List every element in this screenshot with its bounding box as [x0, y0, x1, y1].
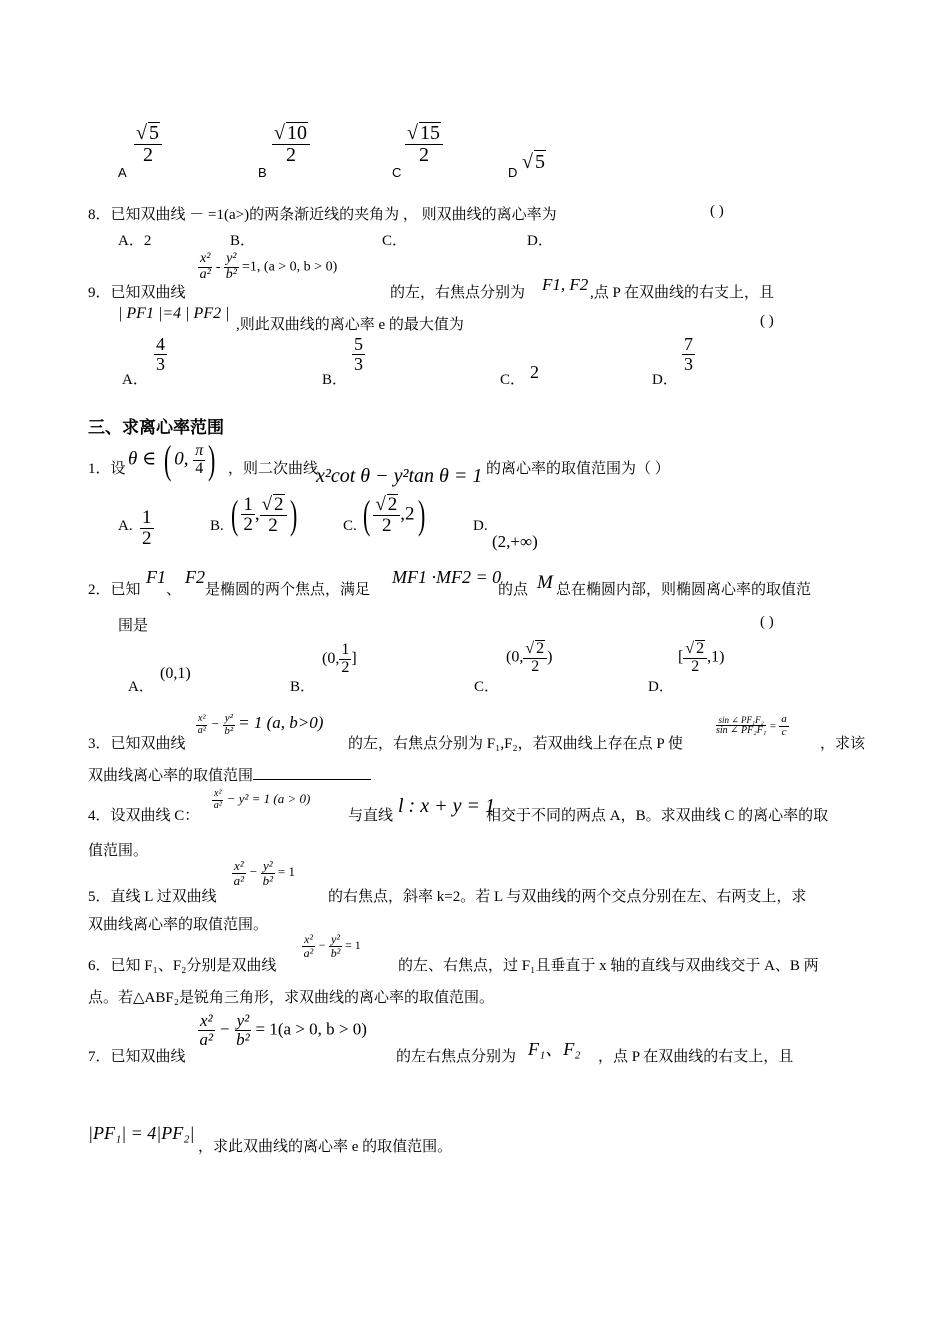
- q8-text: 8．已知双曲线 － =1(a>)的两条渐近线的夹角为 ， 则双曲线的离心率为: [88, 207, 557, 223]
- s2-line2: 围是: [118, 618, 149, 634]
- q9-answer-paren: ( ): [760, 313, 774, 329]
- q9-line2: ,则此双曲线的离心率 e 的最大值为: [236, 317, 464, 333]
- s4-line-eq: l : x + y = 1: [398, 795, 495, 817]
- s1-option-d-value: (2,+∞): [492, 532, 538, 551]
- s1-option-b-value: ( $\frac{1}{2}$ , $\frac{√ 2}{2}$ ): [230, 491, 297, 537]
- q7-option-a-letter: A: [118, 165, 127, 180]
- q7-option-c-letter: C: [392, 165, 402, 180]
- q7-option-d-letter: D: [508, 165, 518, 180]
- s7-line2: ，求此双曲线的离心率 e 的取值范围。: [198, 1139, 453, 1155]
- s1-tail: 的离心率的取值范围为（ ）: [486, 461, 670, 477]
- s6-line2: 点。若△ABF₂是锐角三角形，求双曲线的离心率的取值范围。: [88, 990, 494, 1006]
- s2-separator: 、: [166, 582, 182, 598]
- s2-dot-product: MF1 ·MF2 = 0: [392, 567, 502, 587]
- s6-hyperbola-eq: $\frac{\text{x²}}{\text{a²}}$ − $\frac{\text{y²}}{\text{b²}}$ = 1: [303, 932, 361, 960]
- q9-option-c-value: 2: [530, 362, 539, 382]
- s2-option-c-letter: C．: [474, 679, 500, 695]
- s4-lead: 4．设双曲线 C：: [88, 808, 200, 824]
- s3-hyperbola-eq: $\frac{\text{x²}}{\text{a²}}$ − $\frac{\text{y²}}{\text{b²}}$ = 1 (a, b>0): [197, 712, 324, 737]
- s3-sine-ratio: $\frac{\text{sin ∠ PF₁F₂}}{\text{sin ∠ PF₂F₁}}$ = $\frac{a}{c}$: [716, 713, 787, 738]
- s2-option-d-value: [ $\frac{√ 2}{2}$ ,1): [678, 640, 725, 675]
- s6-tail: 的左、右焦点，过 F₁且垂直于 x 轴的直线与双曲线交于 A、B 两: [398, 958, 819, 974]
- s2-f2: F2: [185, 567, 205, 587]
- s1-option-b-letter: B.: [210, 518, 224, 534]
- s1-option-a-letter: A.: [118, 518, 133, 534]
- s2-answer-paren: ( ): [760, 614, 774, 630]
- s4-mid: 与直线: [348, 808, 394, 824]
- s3-mid: 的左，右焦点分别为 F₁,F₂，若双曲线上存在点 P 使: [348, 736, 683, 752]
- s1-mid: ，则二次曲线: [228, 461, 319, 477]
- s2-tail: 总在椭圆内部，则椭圆离心率的取值范: [556, 582, 812, 598]
- q9-option-a-value: $\frac{4}{3}$: [156, 334, 165, 374]
- q9-option-a-letter: A．: [122, 372, 148, 388]
- q7-option-b-letter: B: [258, 165, 267, 180]
- s7-tail: ，点 P 在双曲线的右支上，且: [598, 1049, 794, 1065]
- q7-option-b-value: $\frac{√ 10}{2}$: [272, 122, 310, 166]
- q9-option-b-value: $\frac{5}{3}$: [354, 334, 363, 374]
- s2-point-m: M: [537, 572, 553, 593]
- answer-blank[interactable]: [253, 765, 371, 780]
- s2-option-c-value: (0, $\frac{√ 2}{2}$ ): [506, 640, 553, 675]
- q9-foci: F1, F2: [542, 275, 589, 294]
- q8-option-c: C．: [382, 233, 408, 249]
- q9-tail: ,点 P 在双曲线的右支上，且: [590, 285, 775, 301]
- s4-hyperbola-eq: $\frac{\text{x²}}{\text{a²}}$ − y² = 1 (a > 0): [213, 788, 311, 811]
- q9-lead: 9．已知双曲线: [88, 285, 186, 301]
- s4-tail: 相交于不同的两点 A，B。求双曲线 C 的离心率的取: [486, 808, 829, 824]
- q9-option-b-letter: B．: [322, 372, 348, 388]
- s7-hyperbola-eq: $\frac{\text{x²}}{\text{a²}}$ − $\frac{\text{y²}}{\text{b²}}$ = 1(a > 0, b > 0): [199, 1011, 367, 1049]
- s7-mid: 的左右焦点分别为: [396, 1049, 517, 1065]
- q8-option-d: D．: [527, 233, 553, 249]
- s5-line2: 双曲线离心率的取值范围。: [88, 917, 269, 933]
- s2-option-a-value: (0,1): [160, 665, 191, 682]
- q7-option-c-value: $\frac{√ 15}{2}$: [405, 122, 443, 166]
- s3-lead: 3．已知双曲线: [88, 736, 186, 752]
- s1-theta-range: θ ∈ ( 0, $\frac{\pi}{4}$ ): [128, 437, 216, 482]
- s7-lead: 7．已知双曲线: [88, 1049, 186, 1065]
- s7-foci: F₁、F₂: [528, 1039, 581, 1059]
- q8-answer-paren: ( ): [710, 203, 724, 219]
- s2-f1: F1: [146, 567, 166, 587]
- s2-option-d-letter: D．: [648, 679, 674, 695]
- q9-mid: 的左，右焦点分别为: [390, 285, 526, 301]
- s1-option-a-value: $\frac{1}{2}$: [142, 507, 152, 549]
- s1-option-c-value: ( $\frac{√ 2}{2}$ ,2): [362, 491, 425, 537]
- s2-mid2: 的点: [498, 582, 529, 598]
- q7-option-d-value: √ 5: [522, 151, 545, 173]
- section-heading: 三、求离心率范围: [88, 418, 224, 437]
- s1-lead: 1．设: [88, 461, 126, 477]
- s2-option-b-letter: B．: [290, 679, 316, 695]
- q9-hyperbola-eq: $\frac{\text{x²}}{\text{a²}}$ - $\frac{\text{y²}}{\text{b²}}$ =1, (a > 0, b > 0): [199, 251, 338, 282]
- s6-lead: 6．已知 F₁、F₂分别是双曲线: [88, 958, 277, 974]
- s2-option-b-value: (0, $\frac{1}{2}$ ]: [322, 641, 357, 676]
- s3-line2: 双曲线离心率的取值范围: [88, 764, 371, 785]
- s2-mid: 是椭圆的两个焦点，满足: [205, 582, 371, 598]
- s7-condition: |PF₁| = 4|PF₂|: [88, 1123, 195, 1143]
- q8-option-a: A．2: [118, 233, 152, 249]
- q8-option-b: B．: [230, 233, 256, 249]
- s5-hyperbola-eq: $\frac{\text{x²}}{\text{a²}}$ − $\frac{\text{y²}}{\text{b²}}$ = 1: [233, 858, 295, 888]
- q9-option-d-letter: D．: [652, 372, 678, 388]
- s1-option-c-letter: C.: [343, 518, 357, 534]
- q9-condition: | PF1 |=4 | PF2 |: [118, 305, 230, 322]
- q7-option-a-value: $\frac{√ 5}{2}$: [134, 122, 162, 166]
- s5-tail: 的右焦点，斜率 k=2。若 L 与双曲线的两个交点分别在左、右两支上，求: [328, 889, 807, 905]
- s5-lead: 5．直线 L 过双曲线: [88, 889, 217, 905]
- s4-line2: 值范围。: [88, 843, 149, 859]
- q9-option-c-letter: C．: [500, 372, 526, 388]
- s2-lead: 2．已知: [88, 582, 141, 598]
- s1-option-d-letter: D.: [473, 518, 488, 534]
- q9-option-d-value: $\frac{7}{3}$: [684, 334, 693, 374]
- s2-option-a-letter: A．: [128, 679, 154, 695]
- s3-tail: ，求该: [820, 736, 866, 752]
- s1-curve: x²cot θ − y²tan θ = 1: [316, 465, 483, 487]
